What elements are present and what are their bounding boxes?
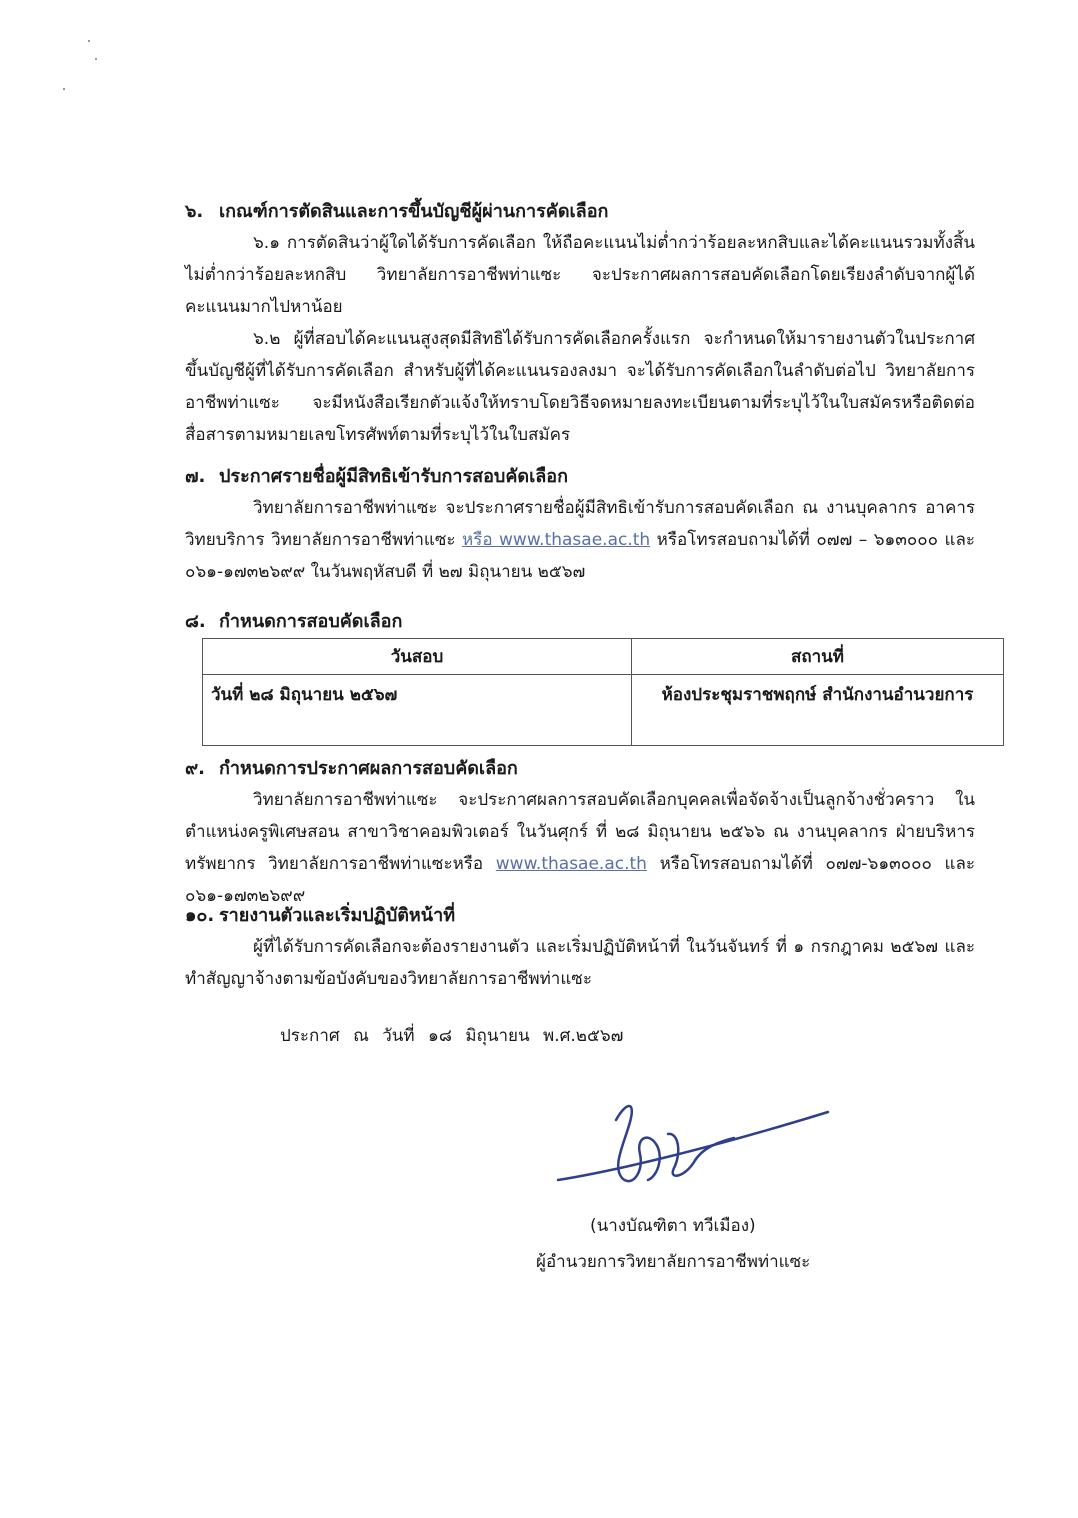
section-title: ประกาศรายชื่อผู้มีสิทธิเข้ารับการสอบคัดเลือก xyxy=(219,466,568,487)
section-10 xyxy=(185,901,975,995)
section-7-text xyxy=(185,492,975,588)
section-6-2-text: ๖.๒ ผู้ที่สอบได้คะแนนสูงสุดมีสิทธิได้รับการคัดเลือกครั้งแรก จะกำหนดให้มารายงานตัวในประกาศขึ้นบัญชีผู้ที่ได้รับการคัดเลือก สำหรับผู้ที่ได้คะแนนรองลงมา จะได้รับการคัดเลือกในลำดับต่อไป วิทยาลัยการอาชีพท่าแซะ จะมีหนังสือเรียกตัวแจ้งให้ทราบโดยวิธีจดหมายลงทะเบียนตามที่ระบุไว้ในใบสมัครหรือติดต่อสื่อสารตามหมายเลขโทรศัพท์ตามที่ระบุไว้ในใบสมัคร xyxy=(185,329,975,445)
section-8 xyxy=(185,607,975,637)
section-title: รายงานตัวและเริ่มปฏิบัติหน้าที่ xyxy=(219,905,456,926)
section-9-heading xyxy=(185,754,975,784)
section-number: ๙. xyxy=(185,758,206,779)
section-number: ๘. xyxy=(185,611,206,632)
signer-title: ผู้อำนวยการวิทยาลัยการอาชีพท่าแซะ xyxy=(536,1252,811,1272)
section-10-text: ผู้ที่ได้รับการคัดเลือกจะต้องรายงานตัว และเริ่มปฏิบัติหน้าที่ ในวันจันทร์ ที่ ๑ กรกฎาคม ๒๕๖๗ และทำสัญญาจ้างตามข้อบังคับของวิทยาลัยการอาชีพท่าแซะ xyxy=(185,937,975,989)
section-10-heading xyxy=(185,901,975,931)
section-9-text xyxy=(185,784,975,912)
section-title: เกณฑ์การตัดสินและการขึ้นบัญชีผู้ผ่านการคัดเลือก xyxy=(219,201,609,222)
column-header-place: สถานที่ xyxy=(632,639,1004,675)
signature-image xyxy=(548,1092,838,1192)
signer-name: (นางบัณฑิตา ทวีเมือง) xyxy=(590,1216,756,1236)
table-row xyxy=(203,675,1004,746)
section-9-text-a: วิทยาลัยการอาชีพท่าแซะ จะประกาศผลการสอบคัดเลือกบุคคลเพื่อจัดจ้างเป็นลูกจ้างชั่วคราว ในตำแหน่งครูพิเศษสอน สาขาวิชาคอมพิวเตอร์ ในวันศุกร์ ที่ ๒๘ มิถุนายน ๒๕๖๖ ณ งานบุคลากร ฝ่ายบริหารทรัพยากร วิทยาลัยการอาชีพท่าแซะหรือ xyxy=(185,790,975,874)
exam-schedule-table xyxy=(202,638,1004,746)
section-7-text-b: หรือโทรสอบถามได้ที่ ๐๗๗ – ๖๑๓๐๐๐ และ ๐๖๑-๑๗๓๒๖๙๙ ในวันพฤหัสบดี ที่ ๒๗ มิถุนายน ๒๕๖๗ xyxy=(185,530,976,582)
exam-place-cell: ห้องประชุมราชพฤกษ์ สำนักงานอำนวยการ xyxy=(632,675,1004,746)
section-6-heading xyxy=(185,197,975,227)
section-number: ๑๐. xyxy=(185,905,215,926)
section-7-heading xyxy=(185,462,975,492)
website-link[interactable]: www.thasae.ac.th xyxy=(495,854,647,874)
announcement-date: ประกาศ ณ วันที่ ๑๘ มิถุนายน พ.ศ.๒๕๖๗ xyxy=(280,1026,624,1046)
speck xyxy=(95,58,97,60)
website-link[interactable]: หรือ www.thasae.ac.th xyxy=(462,530,651,550)
section-6-1-text: ๖.๑ การตัดสินว่าผู้ใดได้รับการคัดเลือก ให้ถือคะแนนไม่ต่ำกว่าร้อยละหกสิบและได้คะแนนรวมทั้งสิ้นไม่ต่ำกว่าร้อยละหกสิบ วิทยาลัยการอาชีพท่าแซะ จะประกาศผลการสอบคัดเลือกโดยเรียงลำดับจากผู้ได้คะแนนมากไปหาน้อย xyxy=(185,233,975,317)
section-7 xyxy=(185,462,975,588)
section-9 xyxy=(185,754,975,912)
section-title: กำหนดการประกาศผลการสอบคัดเลือก xyxy=(219,758,518,779)
section-6 xyxy=(185,197,975,451)
section-9-text-b: หรือโทรสอบถามได้ที่ ๐๗๗-๖๑๓๐๐๐ และ ๐๖๑-๑๗๓๒๖๙๙ xyxy=(185,854,975,906)
section-title: กำหนดการสอบคัดเลือก xyxy=(219,611,403,632)
column-header-date: วันสอบ xyxy=(203,639,632,675)
exam-date-cell: วันที่ ๒๘ มิถุนายน ๒๕๖๗ xyxy=(203,675,632,746)
speck xyxy=(88,40,90,42)
section-number: ๗. xyxy=(185,466,206,487)
section-8-heading xyxy=(185,607,975,637)
speck xyxy=(63,88,65,90)
section-number: ๖. xyxy=(185,201,204,222)
table-header-row xyxy=(203,639,1004,675)
section-7-text-a: วิทยาลัยการอาชีพท่าแซะ จะประกาศรายชื่อผู้มีสิทธิเข้ารับการสอบคัดเลือก ณ งานบุคลากร อาคารวิทยบริการ วิทยาลัยการอาชีพท่าแซะ xyxy=(185,498,975,550)
